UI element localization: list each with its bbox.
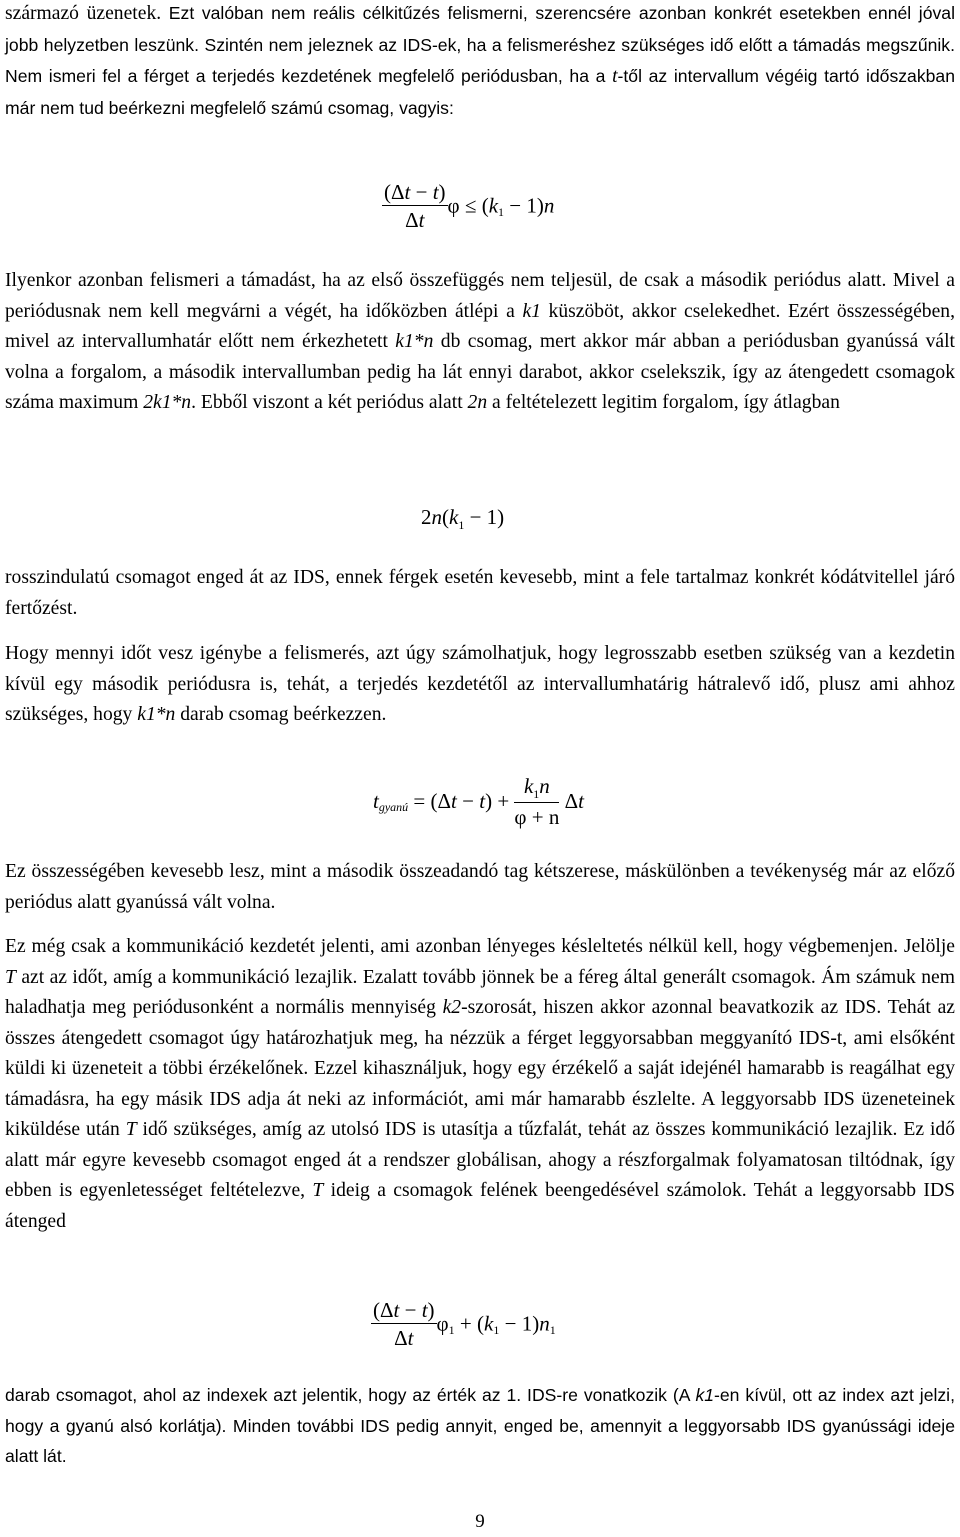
text-segment: Hogy mennyi időt vesz igénybe a felismerés, azt úgy számolhatjuk, hogy legrosszabb esetben szükség van a kezdetin kívül egy második periódusra is, tehát, a terjedés kezdetétől az intervallumhatárig hátralevő idő, plusz ami ahhoz szükséges, hogy [5, 643, 955, 725]
const: 1) [521, 1311, 540, 1336]
variable-T: T [312, 1180, 324, 1201]
paragraph-communication [5, 932, 955, 1237]
const: 2 [421, 505, 432, 529]
var: k [523, 774, 534, 798]
phi-symbol: φ [447, 193, 460, 218]
variable-k1: k1 [695, 1385, 715, 1405]
text-segment: . Ebből viszont a két periódus alatt [191, 392, 468, 413]
text-segment: rosszindulatú csomagot enged át az IDS, ennek férgek esetén kevesebb, mint a fele tartalmaz konkrét kódátvitellel járó fertőzést. [5, 567, 955, 619]
variable-T: T [5, 966, 16, 988]
var: n [543, 193, 555, 218]
equals: = [413, 789, 426, 813]
paren: ( [442, 505, 449, 529]
var: t [451, 789, 457, 813]
var: t [421, 1298, 428, 1322]
paren: ) [438, 180, 446, 204]
subscript: 1 [498, 204, 505, 219]
text-segment: idő szükséges, amíg az utolsó IDS is utasítja a tűzfalát, tehát az összes kommunikáció lezajlik. Ez idő alatt már egyre kevesebb csomagot enged át a rendszer globálisan, ahogy a részforgalmak folyamatosan tiltódnak, így ebben is egyenletességet feltételezve, [5, 1119, 956, 1201]
fraction-denominator [514, 803, 559, 829]
subscript: gyanú [378, 800, 409, 815]
expression-2n: 2n [467, 392, 488, 413]
expression-2k1n: 2k1*n [143, 392, 192, 413]
delta-symbol: Δ [391, 180, 405, 204]
paragraph-malicious [5, 563, 955, 624]
variable-k1: k1 [522, 300, 541, 322]
fraction-numerator [514, 774, 559, 803]
variable-k2: k2 [442, 997, 462, 1018]
var: n [539, 1311, 550, 1336]
const: 1) [486, 505, 505, 529]
fraction [382, 180, 448, 232]
fraction-numerator [371, 1298, 437, 1324]
subscript: 1 [458, 518, 465, 532]
var: k [484, 1311, 494, 1336]
paren: ( [481, 193, 489, 218]
text-segment: származó üzenetek. [5, 3, 169, 24]
minus: − [415, 180, 428, 204]
text-segment: Ezt valóban nem reális célkitűzés felismerni, szerencsére azonban konkrét esetekben ennél jóval jobb helyzetben leszünk. Szintén nem jeleznek az IDS-ek, ha a felismeréshez szükséges idő előtt a támadás megszűnik. Nem ismeri fel a férget a terjedés kezdetének megfelelő periódusban, ha a [5, 3, 955, 86]
paren: ( [477, 1311, 485, 1336]
var: t [393, 1298, 400, 1322]
subscript: 1 [549, 1322, 556, 1337]
equation-average [421, 505, 504, 530]
variable-t: t [612, 66, 618, 87]
paragraph-time [5, 639, 955, 731]
minus: − [504, 1311, 517, 1336]
text-segment: a feltételezett legitim forgalom, így átlagban [487, 392, 840, 413]
var: n [539, 774, 550, 798]
equation-passed-packets [371, 1298, 556, 1350]
equation-suspicion-time [373, 774, 584, 829]
text-segment: -szorosát, hiszen akkor azonnal beavatkozik az IDS. Tehát az összes átengedett csomagot úgy határozhatjuk meg, ha nézzük a férget leggyorsabban meggyanító IDS-t, ami elsőként küldi ki üzeneteit a többi érzékelőnek. Ezzel kihasználjuk, hogy egy érzékelő a saját idejénél hamarabb is reagálhat egy támadásra, ha egy másik IDS adja át neki az információt, ami már hamarabb észlelte. A leggyorsabb IDS üzeneteinek kiküldése után [5, 997, 955, 1140]
fraction-numerator [382, 180, 448, 206]
subscript: 1 [448, 1322, 455, 1337]
paragraph-intro [5, 0, 955, 124]
phi-symbol: φ [436, 1311, 449, 1336]
text-segment: -től az intervallum végéig tartó időszakban már nem tud beérkezni megfelelő számú csomag, vagyis: [5, 66, 955, 118]
var: k [449, 505, 459, 529]
text-segment: ideig a csomagok felének beengedésével számolok. Tehát a leggyorsabb IDS átenged [5, 1180, 955, 1232]
const: 1) [526, 193, 544, 218]
leq-symbol: ≤ [464, 193, 477, 218]
denominator-expression: φ + n [514, 805, 560, 829]
text-segment: azt az időt, amíg a kommunikáció lezajlik. Ezalatt tovább jönnek be a féreg által generált csomagok. Ám számuk nem haladhatja meg periódusonként a normális mennyiség [5, 966, 955, 1018]
var: t [432, 180, 439, 204]
text-segment: Ez még csak a kommunikáció kezdetét jelenti, ami azonban lényeges késleltetés nélkül kell, hogy végbemenjen. Jelölje [5, 936, 955, 957]
var: t [404, 180, 411, 204]
subscript: 1 [533, 787, 540, 801]
fraction [514, 774, 559, 829]
delta-symbol: Δ [405, 208, 419, 232]
variable-T: T [125, 1119, 137, 1140]
paren: ( [373, 1298, 380, 1322]
paren: ( [384, 180, 391, 204]
text-segment: Ilyenkor azonban felismeri a támadást, ha az első összefüggés nem teljesül, de csak a második periódus alatt. Mivel a periódusnak nem kell megvárni a végét, ha időközben átlépi a [5, 270, 955, 322]
delta-symbol: Δ [564, 789, 579, 813]
minus: − [509, 193, 522, 218]
minus: − [404, 1298, 417, 1322]
equation-condition [382, 180, 554, 232]
minus: − [469, 505, 482, 529]
text-segment: küszöböt, akkor cselekedhet. Ezért összességében, mivel az intervallumhatár előtt nem érkezhetett [5, 300, 955, 352]
text-segment: darab csomag beérkezzen. [175, 704, 387, 725]
var: t [373, 789, 379, 813]
expression-k1n: k1*n [137, 704, 176, 725]
text-segment: db csomag, mert akkor már abban a periódusban gyanússá vált volna a forgalom, a második intervallumban pedig ha lát ennyi darabot, akkor cselekszik, így az átengedett csomagok száma maximum [5, 331, 955, 413]
delta-symbol: Δ [394, 1326, 408, 1350]
var: t [578, 789, 584, 813]
page-number: 9 [475, 1511, 485, 1532]
fraction-denominator [371, 1324, 437, 1350]
fraction-denominator [382, 206, 448, 232]
text-segment: -en kívül, ott az index azt jelzi, hogy a gyanú alsó korlátja). Minden további IDS pedig annyit, enged be, amennyit a leggyorsabb IDS gyanússági ideje alatt lát. [5, 1385, 955, 1466]
paragraph-conclusion [5, 1380, 955, 1472]
paren: ) [485, 789, 493, 813]
plus: + [497, 789, 510, 813]
minus: − [462, 789, 474, 813]
var: k [488, 193, 499, 218]
text-segment: darab csomagot, ahol az indexek azt jelentik, hogy az érték az 1. IDS-re vonatkozik (A [5, 1385, 696, 1405]
var: n [431, 505, 442, 529]
paren: ) [427, 1298, 435, 1322]
expression-k1n: k1*n [395, 331, 434, 352]
paragraph-detection [5, 266, 955, 419]
subscript: 1 [493, 1322, 500, 1337]
paragraph-summary [5, 857, 955, 918]
delta-symbol: Δ [437, 789, 452, 813]
paren: ( [430, 789, 438, 813]
fraction [371, 1298, 437, 1350]
var: t [479, 789, 486, 813]
delta-symbol: Δ [380, 1298, 394, 1322]
var: t [418, 208, 425, 232]
text-segment: Ez összességében kevesebb lesz, mint a második összeadandó tag kétszerese, máskülönben a tevékenység már az előző periódus alatt gyanússá vált volna. [5, 861, 955, 913]
plus: + [459, 1311, 472, 1336]
var: t [407, 1326, 414, 1350]
